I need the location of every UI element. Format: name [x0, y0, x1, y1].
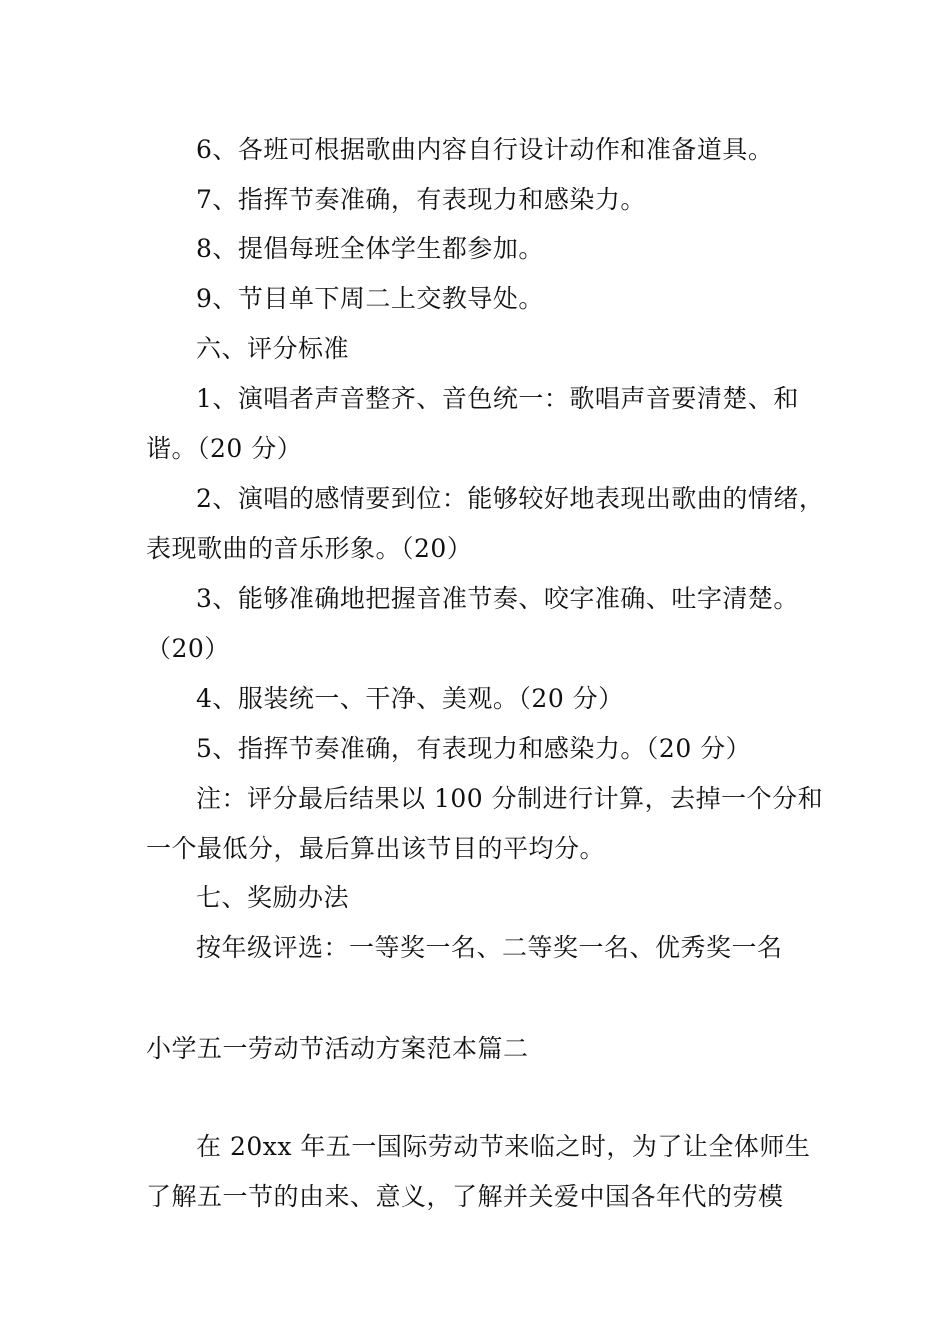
section-heading-scoring: 六、评分标准 [196, 334, 350, 363]
paragraph-item-6: 6、各班可根据歌曲内容自行设计动作和准备道具。 [196, 135, 774, 164]
paragraph-item-7: 7、指挥节奏准确，有表现力和感染力。 [196, 185, 646, 214]
section-heading-awards: 七、奖励办法 [196, 883, 350, 912]
scoring-item-2-line-1: 2、演唱的感情要到位：能够较好地表现出歌曲的情绪， [196, 484, 825, 513]
scoring-note-line-2: 一个最低分，最后算出该节目的平均分。 [146, 834, 606, 863]
scoring-note-line-1: 注：评分最后结果以 100 分制进行计算，去掉一个分和 [196, 784, 824, 813]
paragraph-item-8: 8、提倡每班全体学生都参加。 [196, 234, 544, 263]
scoring-item-1-line-1: 1、演唱者声音整齐、音色统一：歌唱声音要清楚、和 [196, 384, 799, 413]
paragraph-item-9: 9、节目单下周二上交教导处。 [196, 284, 544, 313]
scoring-item-3-line-1: 3、能够准确地把握音准节奏、咬字准确、吐字清楚。 [196, 584, 799, 613]
scoring-item-3-line-2: （20） [146, 634, 230, 663]
intro-paragraph-line-1: 在 20xx 年五一国际劳动节来临之时，为了让全体师生 [196, 1132, 811, 1161]
article-title-part-two: 小学五一劳动节活动方案范本篇二 [146, 1034, 529, 1063]
scoring-item-5: 5、指挥节奏准确，有表现力和感染力。（20 分） [196, 734, 752, 763]
intro-paragraph-line-2: 了解五一节的由来、意义，了解并关爱中国各年代的劳模 [146, 1182, 784, 1211]
scoring-item-2-line-2: 表现歌曲的音乐形象。（20） [146, 534, 473, 563]
scoring-item-4: 4、服装统一、干净、美观。（20 分） [196, 684, 624, 713]
awards-description: 按年级评选：一等奖一名、二等奖一名、优秀奖一名 [196, 933, 783, 962]
scoring-item-1-line-2: 谐。（20 分） [146, 434, 303, 463]
